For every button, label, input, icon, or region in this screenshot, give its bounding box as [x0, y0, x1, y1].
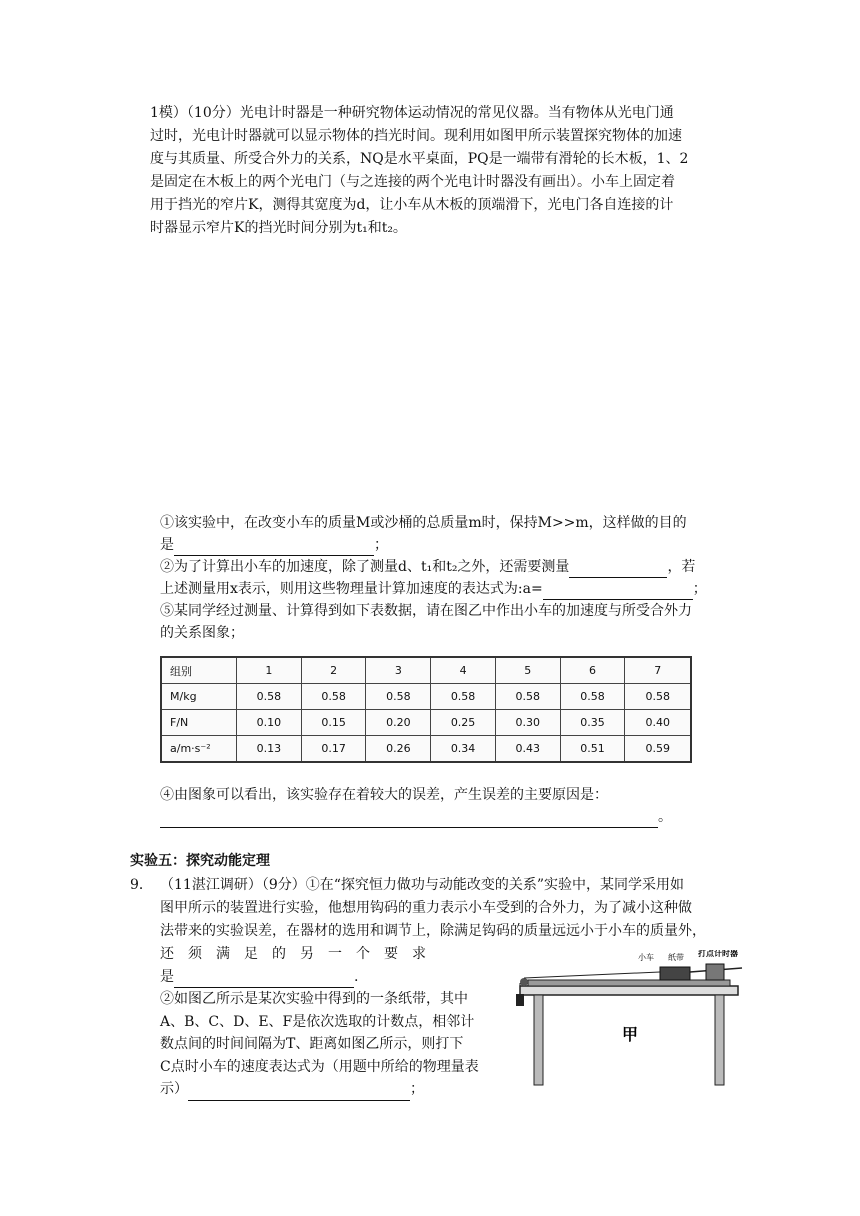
- intro-line: 度与其质量、所受合外力的关系，NQ是水平桌面，PQ是一端带有滑轮的长木板，1、2: [150, 151, 689, 167]
- table-row: [161, 710, 691, 736]
- table-cell: 4: [431, 657, 496, 684]
- section5-line: A、B、C、D、E、F是依次选取的计数点，相邻计: [160, 1013, 475, 1030]
- table-cell: 0.34: [431, 736, 496, 763]
- table-cell: 0.35: [560, 710, 625, 736]
- q2-line1: ②为了计算出小车的加速度，除了测量d、t₁和t₂之外，还需要测量 ，若: [160, 556, 732, 578]
- pulley-icon: [520, 978, 528, 986]
- table-cell: 0.10: [237, 710, 302, 736]
- table-cell: 0.58: [237, 684, 302, 710]
- section5-paragraph: [160, 874, 742, 943]
- table-cell: a/m·s⁻²: [161, 736, 237, 763]
- table-top: [520, 986, 738, 995]
- section5-line: 还 须 满 足 的 另 一 个 要 求: [160, 946, 426, 962]
- table-cell: 0.58: [625, 684, 691, 710]
- q2-line2: 上述测量用x表示，则用这些物理量计算加速度的表达式为:a= ；: [160, 578, 732, 600]
- section5-line: 法带来的实验误差，在器材的选用和调节上，除满足钩码的质量远远小于小车的质量外，: [160, 923, 706, 939]
- table-row: [161, 684, 691, 710]
- apparatus-drawing: [510, 950, 745, 1090]
- table-cell: 0.26: [366, 736, 431, 763]
- q3-line1: ⑤某同学经过测量、计算得到如下表数据，请在图乙中作出小车的加速度与所受合外力: [160, 603, 692, 619]
- hook-weight-icon: [516, 994, 524, 1006]
- intro-paragraph: [150, 102, 710, 240]
- q4-line2: 。: [160, 806, 732, 828]
- long-board: [528, 980, 730, 986]
- answer-blank[interactable]: [569, 561, 667, 578]
- table-cell: M/kg: [161, 684, 237, 710]
- answer-blank[interactable]: [160, 811, 658, 828]
- table-cell: 3: [366, 657, 431, 684]
- table-cell: 0.58: [560, 684, 625, 710]
- section5-line: C点时小车的速度表达式为（用题中所给的物理量表: [160, 1058, 479, 1075]
- table-cell: 0.58: [495, 684, 560, 710]
- data-table: [160, 656, 692, 763]
- table-cell: 7: [625, 657, 691, 684]
- section5-line: 数点间的时间间隔为T、距离如图乙所示，则打下: [160, 1036, 464, 1052]
- section-heading: 实验五：探究动能定理: [130, 853, 270, 869]
- table-cell: 0.30: [495, 710, 560, 736]
- table-cell: 6: [560, 657, 625, 684]
- table-leg: [715, 995, 724, 1085]
- string: [524, 972, 660, 978]
- answer-blank[interactable]: [174, 971, 354, 988]
- table-cell: 5: [495, 657, 560, 684]
- intro-line: 用于挡光的窄片K，测得其宽度为d，让小车从木板的顶端滑下，光电门各自连接的计: [150, 197, 674, 213]
- table-cell: 0.58: [366, 684, 431, 710]
- table-cell: 0.25: [431, 710, 496, 736]
- answer-blank[interactable]: [188, 1084, 410, 1101]
- section5-line: 是 .: [160, 966, 510, 989]
- table-cell: 0.13: [237, 736, 302, 763]
- question-block: [160, 512, 732, 644]
- table-cell: 0.58: [431, 684, 496, 710]
- answer-blank[interactable]: [174, 539, 374, 556]
- table-cell: 2: [301, 657, 366, 684]
- intro-line: 时器显示窄片K的挡光时间分别为t₁和t₂。: [150, 220, 407, 236]
- table-cell: 1: [237, 657, 302, 684]
- q1-line2: 是 ；: [160, 534, 732, 556]
- table-cell: F/N: [161, 710, 237, 736]
- table-row: [161, 736, 691, 763]
- q4-line1: ④由图象可以看出，该实验存在着较大的误差，产生误差的主要原因是：: [160, 787, 608, 803]
- cart-icon: [660, 967, 690, 980]
- table-cell: 0.59: [625, 736, 691, 763]
- intro-line: 过时，光电计时器就可以显示物体的挡光时间。现利用如图甲所示装置探究物体的加速: [150, 128, 682, 144]
- cart-label: 小车: [638, 953, 654, 962]
- intro-line: 1模）（10分）光电计时器是一种研究物体运动情况的常见仪器。当有物体从光电门通: [150, 105, 674, 121]
- table-cell: 0.58: [301, 684, 366, 710]
- table-cell: 0.15: [301, 710, 366, 736]
- section5-line: 图甲所示的装置进行实验，他想用钩码的重力表示小车受到的合外力，为了减小这种做: [160, 900, 692, 916]
- table-cell: 0.40: [625, 710, 691, 736]
- section5-line: （11湛江调研）（9分）①在“探究恒力做功与动能改变的关系”实验中，某同学采用如: [160, 877, 685, 893]
- q3-line2: 的关系图象；: [160, 625, 244, 641]
- table-cell: 0.20: [366, 710, 431, 736]
- timer-icon: [706, 964, 724, 980]
- table-cell: 0.17: [301, 736, 366, 763]
- intro-line: 是固定在木板上的两个光电门（与之连接的两个光电计时器没有画出）。小车上固定着: [150, 174, 675, 190]
- section5-line: 示） ；: [160, 1078, 510, 1101]
- table-row: [161, 657, 691, 684]
- answer-blank[interactable]: [543, 583, 693, 600]
- q4-block: [160, 784, 732, 828]
- figure-label: 甲: [622, 1025, 639, 1044]
- table-cell: 组别: [161, 657, 237, 684]
- section5-line: ②如图乙所示是某次实验中得到的一条纸带，其中: [160, 991, 468, 1007]
- section5-left-column: [160, 943, 510, 1101]
- question-number: 9．: [130, 877, 153, 893]
- table-cell: 0.51: [560, 736, 625, 763]
- table-leg: [534, 995, 543, 1085]
- tape-label: 纸带: [668, 953, 684, 962]
- table-cell: 0.43: [495, 736, 560, 763]
- timer-label: 打点计时器: [698, 950, 738, 958]
- apparatus-figure: [510, 950, 745, 1090]
- q1-line1: ①该实验中，在改变小车的质量M或沙桶的总质量m时，保持M>>m，这样做的目的: [160, 515, 687, 531]
